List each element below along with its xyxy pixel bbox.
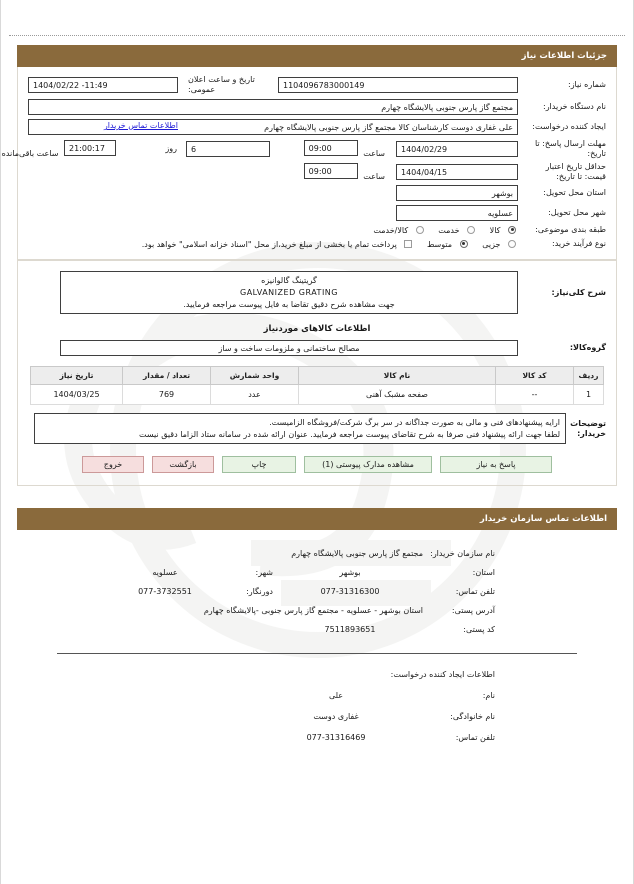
cell-name: صفحه مشبک آهنی bbox=[299, 385, 496, 405]
goods-group-label: گروه‌کالا: bbox=[569, 343, 606, 353]
contact-table bbox=[17, 544, 617, 639]
validity-label: حداقل تاریخ اعتبار قیمت: تا تاریخ: bbox=[545, 162, 606, 181]
summary-line-2: GALVANIZED GRATING bbox=[240, 287, 338, 297]
goods-table-header-row bbox=[31, 367, 604, 385]
radio-process-minor[interactable] bbox=[482, 240, 518, 249]
contact-row-org bbox=[17, 544, 617, 563]
requester-row-phone bbox=[17, 727, 617, 748]
requester-last-label: نام خانوادگی: bbox=[450, 712, 495, 722]
remaining-clock-input[interactable]: 21:00:17 bbox=[64, 140, 116, 156]
cell-code: -- bbox=[496, 385, 574, 405]
deadline-hour-label: ساعت bbox=[363, 148, 385, 158]
top-divider bbox=[9, 35, 625, 36]
summary-panel bbox=[17, 260, 617, 486]
process-label: نوع فرآیند خرید: bbox=[552, 239, 606, 249]
announce-label: تاریخ و ساعت اعلان عمومی: bbox=[188, 75, 255, 94]
col-date: تاریخ نیاز bbox=[31, 367, 123, 385]
contact-divider bbox=[57, 653, 577, 654]
row-category bbox=[24, 223, 610, 237]
radio-on-icon bbox=[460, 240, 468, 248]
requester-row-first bbox=[17, 685, 617, 706]
buyer-notes-textarea[interactable] bbox=[34, 413, 566, 444]
contact-fax-label: دورنگار: bbox=[246, 587, 273, 597]
validity-hour-label: ساعت bbox=[363, 171, 385, 181]
requester-heading: اطلاعات ایجاد کننده درخواست: bbox=[390, 670, 495, 680]
contact-postal-value: 7511893651 bbox=[324, 625, 376, 635]
contact-row-address bbox=[17, 601, 617, 620]
col-code: کد کالا bbox=[496, 367, 574, 385]
cell-row: 1 bbox=[574, 385, 604, 405]
goods-section-heading: اطلاعات کالاهای موردنیاز bbox=[263, 324, 371, 335]
creator-input[interactable]: علی غفاری دوست کارشناسان کالا مجتمع گاز پارس جنوبی پالایشگاه چهارم bbox=[28, 119, 518, 135]
action-button-row bbox=[24, 446, 610, 477]
requester-first-label: نام: bbox=[482, 691, 495, 701]
buyer-org-label: نام دستگاه خریدار: bbox=[543, 102, 606, 111]
checkbox-treasury-bonds[interactable] bbox=[142, 240, 415, 249]
radio-category-service-label: خدمت bbox=[438, 225, 460, 235]
row-summary bbox=[24, 269, 610, 316]
buyer-contact-link[interactable]: اطلاعات تماس خریدار bbox=[103, 121, 178, 130]
buyer-org-input[interactable]: مجتمع گاز پارس جنوبی پالایشگاه چهارم bbox=[28, 99, 518, 115]
radio-process-minor-label: جزیی bbox=[482, 239, 501, 249]
radio-category-goods-service[interactable] bbox=[373, 226, 425, 235]
radio-off-icon bbox=[416, 226, 424, 234]
contact-org-label: نام سازمان خریدار: bbox=[430, 549, 495, 559]
goods-table bbox=[30, 366, 604, 405]
radio-category-goods[interactable] bbox=[490, 226, 518, 235]
contact-address-value: استان بوشهر - عسلویه - مجتمع گاز پارس جنوبی -پالایشگاه چهارم bbox=[203, 606, 423, 616]
table-row[interactable] bbox=[31, 385, 604, 405]
province-label: استان محل تحویل: bbox=[543, 188, 606, 198]
contact-postal-label: کد پستی: bbox=[463, 625, 495, 635]
contact-fax-value: 077-3732551 bbox=[138, 587, 192, 597]
contact-header: اطلاعات تماس سازمان خریدار bbox=[17, 508, 617, 530]
row-province bbox=[24, 183, 610, 203]
deadline-hour-input[interactable]: 09:00 bbox=[304, 140, 358, 156]
requester-last-value: غفاری دوست bbox=[313, 712, 359, 722]
category-label: طبقه بندی موضوعی: bbox=[535, 225, 606, 235]
contact-phone-label: تلفن تماس: bbox=[455, 587, 495, 597]
summary-label: شرح کلی‌نیاز: bbox=[551, 287, 606, 297]
need-number-input[interactable]: 1104096783000149 bbox=[278, 77, 518, 93]
requester-table bbox=[17, 664, 617, 748]
contact-org-value: مجتمع گاز پارس جنوبی پالایشگاه چهارم bbox=[291, 549, 423, 559]
contact-city-value: عسلویه bbox=[152, 568, 178, 578]
row-buyer-notes bbox=[24, 411, 610, 446]
contact-section bbox=[17, 508, 617, 748]
buyer-notes-label: توضیحات خریدار: bbox=[570, 419, 606, 438]
col-unit: واحد شمارش bbox=[211, 367, 299, 385]
requester-phone-value: 077-31316469 bbox=[306, 733, 366, 743]
deadline-label: مهلت ارسال پاسخ: تا تاریخ: bbox=[534, 139, 606, 158]
city-label: شهر محل تحویل: bbox=[548, 208, 606, 218]
summary-form bbox=[24, 269, 610, 316]
back-button[interactable]: بازگشت bbox=[152, 456, 214, 473]
radio-category-goods-label: کالا bbox=[489, 225, 501, 235]
radio-off-icon bbox=[508, 240, 516, 248]
need-details-header: جزئیات اطلاعات نیاز bbox=[17, 45, 617, 67]
checkbox-icon bbox=[404, 240, 412, 248]
radio-on-icon bbox=[508, 226, 516, 234]
validity-hour-input[interactable]: 09:00 bbox=[304, 163, 358, 179]
summary-textarea[interactable] bbox=[60, 271, 518, 314]
city-input[interactable]: عسلویه bbox=[396, 205, 518, 221]
announce-datetime-input[interactable]: 1404/02/22 -11:49 bbox=[28, 77, 178, 93]
contact-province-label: استان: bbox=[472, 568, 495, 578]
row-price-validity bbox=[24, 160, 610, 183]
respond-button[interactable]: پاسخ به نیاز bbox=[440, 456, 552, 473]
requester-heading-row bbox=[17, 664, 617, 685]
radio-process-medium[interactable] bbox=[427, 240, 470, 249]
view-attachments-button[interactable]: مشاهده مدارک پیوستی (1) bbox=[304, 456, 432, 473]
need-details-form bbox=[1, 73, 610, 251]
deadline-date-input[interactable]: 1404/02/29 bbox=[396, 141, 518, 157]
goods-group-form bbox=[24, 338, 610, 358]
contact-address-label: آدرس پستی: bbox=[451, 606, 495, 616]
row-deadline bbox=[24, 137, 610, 160]
exit-button[interactable]: خروج bbox=[82, 456, 144, 473]
days-unit-label: روز bbox=[165, 144, 177, 154]
contact-city-label: شهر: bbox=[255, 568, 273, 578]
contact-row-phone bbox=[17, 582, 617, 601]
treasury-label: پرداخت تمام یا بخشی از مبلغ خرید،از محل "اسناد خزانه اسلامی" خواهد بود. bbox=[141, 239, 397, 249]
row-city bbox=[24, 203, 610, 223]
cell-qty: 769 bbox=[123, 385, 211, 405]
radio-off-icon bbox=[467, 226, 475, 234]
validity-date-input[interactable]: 1404/04/15 bbox=[396, 164, 518, 180]
row-need-number bbox=[24, 73, 610, 97]
creator-label: ایجاد کننده درخواست: bbox=[532, 122, 606, 132]
col-name: نام کالا bbox=[299, 367, 496, 385]
radio-category-service[interactable] bbox=[438, 226, 477, 235]
row-process-type bbox=[24, 237, 610, 251]
row-creator bbox=[24, 117, 610, 137]
summary-line-1: گریتینگ گالوانیزه bbox=[261, 276, 317, 286]
cell-unit: عدد bbox=[211, 385, 299, 405]
need-details-panel bbox=[1, 67, 617, 260]
radio-category-goods-service-label: کالا/خدمت bbox=[373, 225, 409, 235]
row-goods-group bbox=[24, 338, 610, 358]
buyer-notes-form bbox=[24, 411, 610, 446]
summary-line-3: جهت مشاهده شرح دقیق تقاضا به فایل پیوست مراجعه فرمایید. bbox=[183, 299, 395, 309]
row-buyer-org bbox=[24, 97, 610, 117]
col-row: ردیف bbox=[574, 367, 604, 385]
print-button[interactable]: چاپ bbox=[222, 456, 296, 473]
contact-province-value: بوشهر bbox=[339, 568, 361, 578]
contact-phone-value: 077-31316300 bbox=[320, 587, 380, 597]
remaining-days-input[interactable]: 6 bbox=[186, 141, 270, 157]
buyer-notes-line-2: لطفا جهت ارائه پیشنهاد فنی صرفا به شرح تقاضای پیوست مراجعه فرمایید. عنوان ارائه شده در سامانه ستاد الزاما دقیق نیست bbox=[139, 429, 560, 439]
requester-row-last bbox=[17, 706, 617, 727]
cell-date: 1404/03/25 bbox=[31, 385, 123, 405]
remaining-hours-label: ساعت باقی‌مانده bbox=[1, 148, 59, 158]
need-number-label: شماره نیاز: bbox=[568, 80, 606, 89]
requester-phone-label: تلفن تماس: bbox=[455, 733, 495, 743]
goods-group-input[interactable]: مصالح ساختمانی و ملزومات ساخت و ساز bbox=[60, 340, 518, 356]
radio-process-medium-label: متوسط bbox=[426, 239, 453, 249]
contact-row-postal bbox=[17, 620, 617, 639]
contact-row-location bbox=[17, 563, 617, 582]
requester-first-value: علی bbox=[328, 691, 344, 701]
province-input[interactable]: بوشهر bbox=[396, 185, 518, 201]
col-qty: تعداد / مقدار bbox=[123, 367, 211, 385]
buyer-notes-line-1: ارایه پیشنهادهای فنی و مالی به صورت جداگانه در سر برگ شرکت/فروشگاه الزامیست. bbox=[269, 418, 560, 428]
